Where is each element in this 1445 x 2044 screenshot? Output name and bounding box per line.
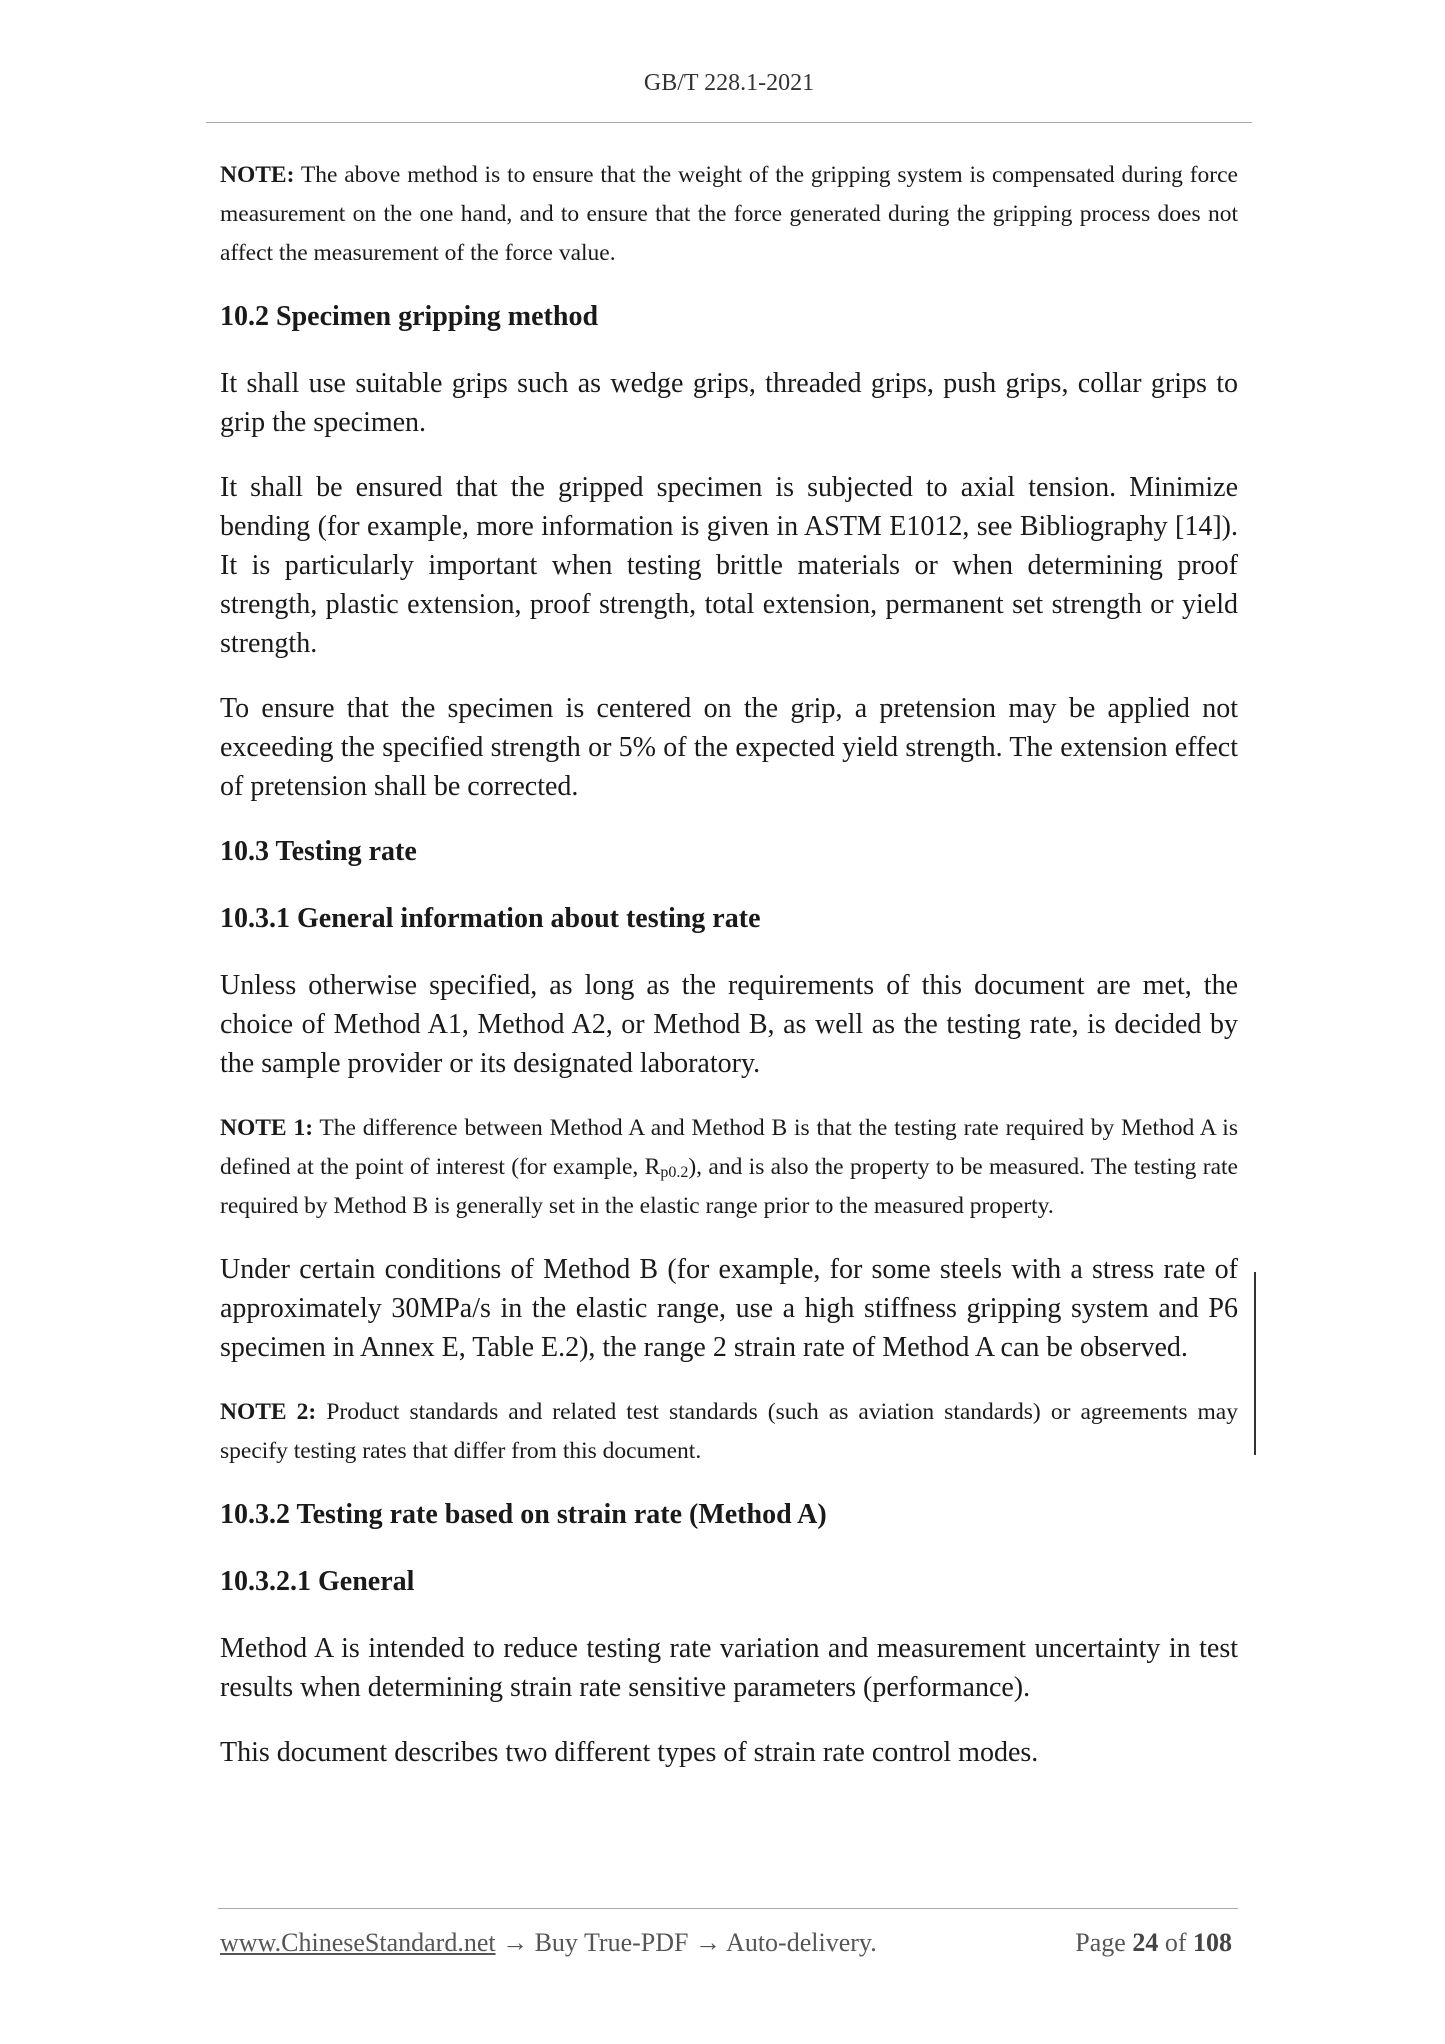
note-2 <box>220 1393 1238 1471</box>
note-label: NOTE: <box>220 162 295 188</box>
page-indicator <box>1075 1928 1232 1958</box>
note-text: The above method is to ensure that the weight of the gripping system is compensated during force measurement on the one hand, and to ensure that the force generated during the gripping process does not affect the measurement of the force value. <box>220 162 1238 266</box>
heading-10-2: 10.2 Specimen gripping method <box>220 301 599 332</box>
page-number: 24 <box>1132 1928 1159 1957</box>
of-label: of <box>1158 1928 1193 1957</box>
heading-10-3-2-1: 10.3.2.1 General <box>220 1566 415 1597</box>
page-label: Page <box>1075 1928 1133 1957</box>
document-body <box>220 156 1238 1798</box>
rp-subscript: p0.2 <box>660 1164 689 1181</box>
paragraph-axial-tension: It shall be ensured that the gripped specimen is subjected to axial tension. Minimize bending (for example, more information is given in ASTM E1012, see Bibliography [14]). It is particularly important when testing brittle materials or when determining proof strength, plastic extension, proof strength, total extension, permanent set strength or yield strength. <box>220 472 1238 659</box>
rp-symbol: R <box>644 1154 661 1180</box>
paragraph-method-choice: Unless otherwise specified, as long as the requirements of this document are met, the choice of Method A1, Method A2, or Method B, as well as the testing rate, is decided by the sample provider or its designated laboratory. <box>220 970 1238 1079</box>
paragraph-method-b-conditions: Under certain conditions of Method B (for example, for some steels with a stress rate of approximately 30MPa/s in the elastic range, use a high stiffness gripping system and P6 specimen in Annex E, Table E.2), the range 2 strain rate of Method A can be observed. <box>220 1254 1238 1363</box>
website-link[interactable]: www.ChineseStandard.net <box>220 1928 496 1957</box>
note-1-label: NOTE 1: <box>220 1115 314 1141</box>
note-1-text-after: ), and is also the property to be measured. The testing rate required by Method B is generally set in the elastic range prior to the measured property. <box>220 1154 1238 1219</box>
paragraph-method-a-intent: Method A is intended to reduce testing rate variation and measurement uncertainty in test results when determining strain rate sensitive parameters (performance). <box>220 1633 1238 1703</box>
footer-promo <box>220 1928 877 1958</box>
note-1-text-before: The difference between Method A and Method B is that the testing rate required by Method A is defined at the point of interest (for example, <box>220 1115 1238 1180</box>
revision-change-bar <box>1254 1272 1256 1455</box>
note-2-label: NOTE 2: <box>220 1399 317 1425</box>
paragraph-grips: It shall use suitable grips such as wedge grips, threaded grips, push grips, collar grips to grip the specimen. <box>220 368 1238 438</box>
note-1 <box>220 1109 1238 1226</box>
footer-divider <box>218 1908 1238 1909</box>
header-divider <box>206 122 1252 123</box>
page-header <box>206 70 1252 97</box>
note-2-text: Product standards and related test standards (such as aviation standards) or agreements may specify testing rates that differ from this document. <box>220 1399 1238 1464</box>
heading-10-3: 10.3 Testing rate <box>220 836 417 867</box>
paragraph-control-modes: This document describes two different types of strain rate control modes. <box>220 1737 1039 1768</box>
promo-text: → Buy True-PDF → Auto-delivery. <box>495 1928 877 1957</box>
heading-10-3-2: 10.3.2 Testing rate based on strain rate (Method A) <box>220 1499 827 1530</box>
total-pages: 108 <box>1193 1928 1232 1957</box>
paragraph-pretension: To ensure that the specimen is centered on the grip, a pretension may be applied not exceeding the specified strength or 5% of the expected yield strength. The extension effect of pretension shall be corrected. <box>220 693 1238 802</box>
heading-10-3-1: 10.3.1 General information about testing rate <box>220 903 761 934</box>
standard-code: GB/T 228.1-2021 <box>643 70 815 96</box>
note-top <box>220 156 1238 273</box>
